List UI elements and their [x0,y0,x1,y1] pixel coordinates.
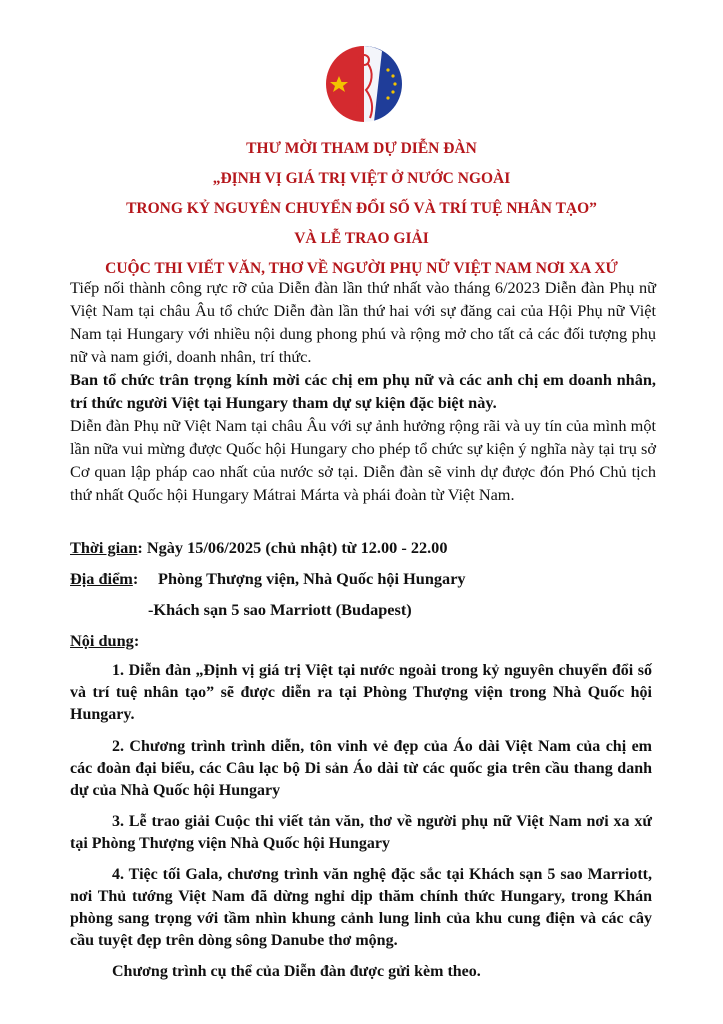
content-item-1: 1. Diễn đàn „Định vị giá trị Việt tại nước ngoài trong kỷ nguyên chuyển đổi số và trí tuệ nhân tạo” sẽ được diễn ra tại Phòng Thượng viện trong Nhà Quốc hội Hungary. [70,662,652,723]
content-separator: : [133,631,140,650]
venue-separator: : [132,569,139,588]
intro-paragraph: Tiếp nối thành công rực rỡ của Diễn đàn lần thứ nhất vào tháng 6/2023 Diễn đàn Phụ nữ Việt Nam tại châu Âu tổ chức Diễn đàn lần thứ hai với sự đăng cai của Hội Phụ nữ Việt Nam tại Hungary với nhiều nội dung phong phú và rộng mở cho tất cả các đối tượng phụ nữ và nam giới, doanh nhân, trí thức. [70,278,656,366]
background-paragraph: Diễn đàn Phụ nữ Việt Nam tại châu Âu với sự ảnh hưởng rộng rãi và uy tín của mình một lần nữa vui mừng được Quốc hội Hungary cho phép tổ chức sự kiện ý nghĩa này tại trụ sở Cơ quan lập pháp cao nhất của nước sở tại. Diễn đàn sẽ vinh dự được đón Phó Chủ tịch thứ nhất Quốc hội Hungary Mátrai Márta và phái đoàn từ Việt Nam. [70,416,656,504]
forum-logo [322,42,406,126]
venue-label: Địa điểm [70,569,133,588]
venue-value-1: Phòng Thượng viện, Nhà Quốc hội Hungary [158,569,466,588]
content-label: Nội dung [70,631,134,650]
content-item-2: 2. Chương trình trình diễn, tôn vinh vẻ đẹp của Áo dài Việt Nam của chị em các đoàn đại biểu, các Câu lạc bộ Di sản Áo dài từ các quốc gia trên cầu thang danh dự của Nhà Quốc hội Hungary [70,738,652,799]
title-line-3: TRONG KỶ NGUYÊN CHUYỂN ĐỔI SỐ VÀ TRÍ TUỆ NHÂN TẠO” [126,200,597,217]
title-line-4: VÀ LỄ TRAO GIẢI [294,230,429,247]
title-line-2: „ĐỊNH VỊ GIÁ TRỊ VIỆT Ở NƯỚC NGOÀI [212,170,511,187]
closing-note: Chương trình cụ thể của Diễn đàn được gửi kèm theo. [112,963,481,980]
invitation-paragraph: Ban tổ chức trân trọng kính mời các chị em phụ nữ và các anh chị em doanh nhân, trí thức người Việt tại Hungary tham dự sự kiện đặc biệt này. [70,370,656,412]
time-row [70,537,670,559]
body-text [70,276,656,506]
invitation-title [0,134,723,284]
content-item-3: 3. Lễ trao giải Cuộc thi viết tản văn, thơ về người phụ nữ Việt Nam nơi xa xứ tại Phòng Thượng viện Nhà Quốc hội Hungary [70,813,652,852]
venue-row [70,568,670,590]
content-item-4: 4. Tiệc tối Gala, chương trình văn nghệ đặc sắc tại Khách sạn 5 sao Marriott, nơi Thủ tướng Việt Nam đã dừng nghỉ dịp thăm chính thức Hungary, trong Khán phòng sang trọng với tầm nhìn khung cảnh lung linh của khu cung điện và các cây cầu tuyệt đẹp trên dòng sông Danube thơ mộng. [70,866,652,949]
title-line-1: THƯ MỜI THAM DỰ DIỄN ĐÀN [246,140,477,157]
time-value: : Ngày 15/06/2025 (chủ nhật) từ 12.00 - 22.00 [137,538,448,557]
venue-value-2: -Khách sạn 5 sao Marriott (Budapest) [148,600,412,619]
time-label: Thời gian [70,538,138,557]
content-heading [70,630,670,652]
title-line-5: CUỘC THI VIẾT VĂN, THƠ VỀ NGƯỜI PHỤ NỮ VIỆT NAM NƠI XA XỨ [105,260,618,277]
forum-logo-emblem [322,42,406,126]
